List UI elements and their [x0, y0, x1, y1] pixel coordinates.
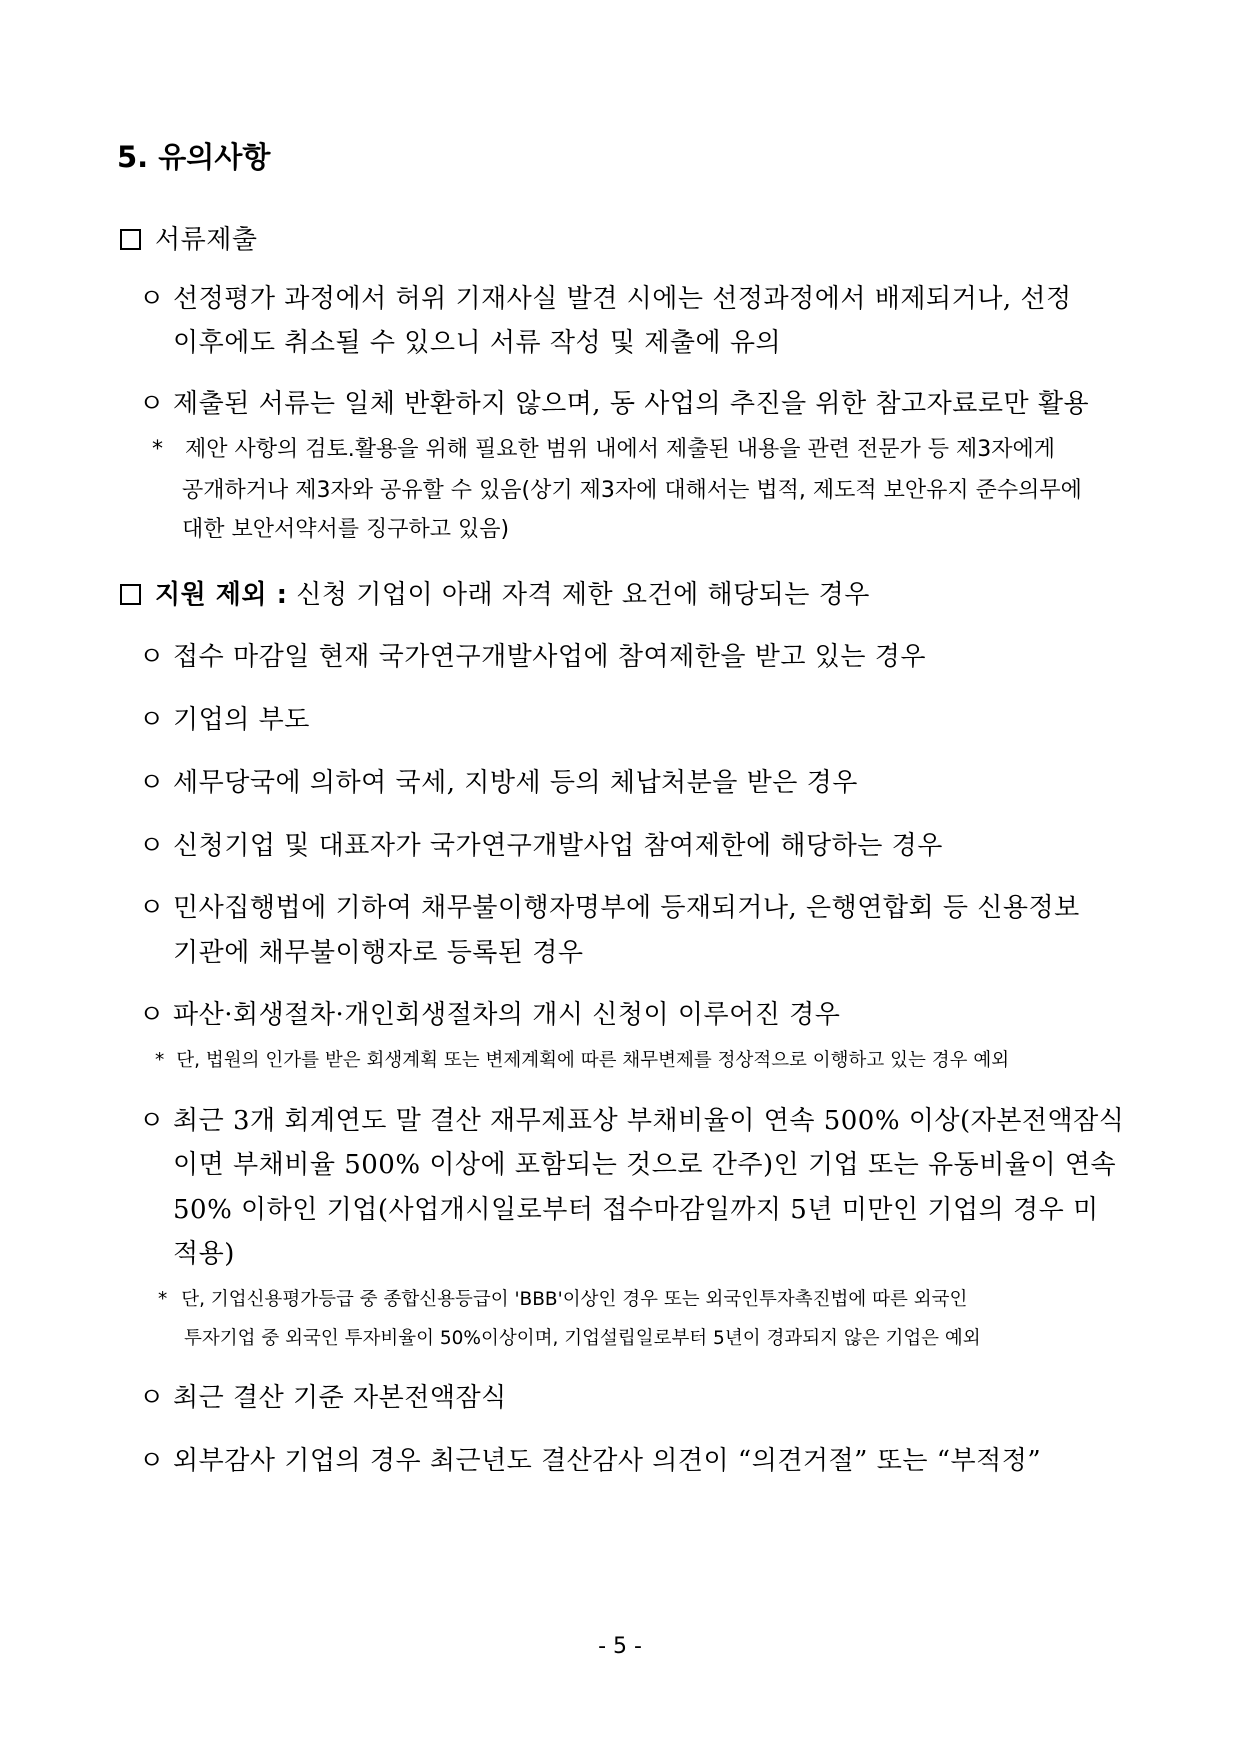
- submission-note-line-1: * 제안 사항의 검토.활용을 위해 필요한 범위 내에서 제출된 내용을 관련 전문가 등 제3자에게: [152, 437, 1055, 462]
- submission-note-line-2: 공개하거나 제3자와 공유할 수 있음(상기 제3자에 대해서는 법적, 제도적 보안유지 준수의무에: [182, 478, 1082, 503]
- exclusion-item-7-line-1: ㅇ 최근 3개 회계연도 말 결산 재무제표상 부채비율이 연속 500% 이상(자본전액잠식: [139, 1106, 1125, 1136]
- section-title: 5. 유의사항: [117, 140, 271, 174]
- circle-bullet-icon: ㅇ: [139, 1106, 165, 1136]
- circle-bullet-icon: ㅇ: [139, 284, 165, 314]
- exclusion-heading-bold: 지원 제외 :: [155, 580, 288, 610]
- exclusion-item-3: ㅇ 세무당국에 의하여 국세, 지방세 등의 체납처분을 받은 경우: [139, 768, 858, 798]
- submission-item-1-line-1: ㅇ 선정평가 과정에서 허위 기재사실 발견 시에는 선정과정에서 배제되거나, 선정: [139, 284, 1072, 314]
- exclusion-item-7-line-3: 50% 이하인 기업(사업개시일로부터 접수마감일까지 5년 미만인 기업의 경우 미: [173, 1195, 1099, 1225]
- circle-bullet-icon: ㅇ: [139, 831, 165, 861]
- exclusion-item-1: ㅇ 접수 마감일 현재 국가연구개발사업에 참여제한을 받고 있는 경우: [139, 642, 926, 672]
- exclusion-item-8: ㅇ 최근 결산 기준 자본전액잠식: [139, 1383, 507, 1413]
- credit-note-line-1: * 단, 기업신용평가등급 중 종합신용등급이 'BBB'이상인 경우 또는 외국인투자촉진법에 따른 외국인: [158, 1289, 968, 1310]
- circle-bullet-icon: ㅇ: [139, 1446, 165, 1476]
- checkbox-square-icon: [120, 229, 141, 250]
- exclusion-item-4: ㅇ 신청기업 및 대표자가 국가연구개발사업 참여제한에 해당하는 경우: [139, 831, 943, 861]
- circle-bullet-icon: ㅇ: [139, 1000, 165, 1030]
- circle-bullet-icon: ㅇ: [139, 1383, 165, 1413]
- exclusion-heading: [120, 582, 870, 608]
- checkbox-square-icon: [120, 584, 141, 605]
- exclusion-item-7-line-2: 이면 부채비율 500% 이상에 포함되는 것으로 간주)인 기업 또는 유동비율이 연속: [173, 1150, 1117, 1180]
- circle-bullet-icon: ㅇ: [139, 705, 165, 735]
- submission-heading-label: 서류제출: [155, 225, 258, 255]
- exclusion-heading-text: 신청 기업이 아래 자격 제한 요건에 해당되는 경우: [296, 580, 870, 610]
- circle-bullet-icon: ㅇ: [139, 642, 165, 672]
- exclusion-item-2: ㅇ 기업의 부도: [139, 705, 310, 735]
- asterisk-mark: *: [155, 1050, 165, 1071]
- circle-bullet-icon: ㅇ: [139, 893, 165, 923]
- circle-bullet-icon: ㅇ: [139, 389, 165, 419]
- credit-note-line-2: 투자기업 중 외국인 투자비율이 50%이상이며, 기업설립일로부터 5년이 경과되지 않은 기업은 예외: [184, 1328, 981, 1349]
- page-number: - 5 -: [598, 1634, 642, 1659]
- exclusion-item-7-line-4: 적용): [173, 1239, 235, 1269]
- asterisk-mark: *: [152, 437, 163, 462]
- bankruptcy-note: * 단, 법원의 인가를 받은 회생계획 또는 변제계획에 따른 채무변제를 정상적으로 이행하고 있는 경우 예외: [155, 1050, 1010, 1071]
- exclusion-item-5-line-1: ㅇ 민사집행법에 기하여 채무불이행자명부에 등재되거나, 은행연합회 등 신용정보: [139, 893, 1080, 923]
- exclusion-item-9: ㅇ 외부감사 기업의 경우 최근년도 결산감사 의견이 “의견거절” 또는 “부적정”: [139, 1446, 1042, 1476]
- submission-note-line-3: 대한 보안서약서를 징구하고 있음): [182, 517, 510, 542]
- submission-item-2-line-1: ㅇ 제출된 서류는 일체 반환하지 않으며, 동 사업의 추진을 위한 참고자료로만 활용: [139, 389, 1090, 419]
- submission-item-1-line-2: 이후에도 취소될 수 있으니 서류 작성 및 제출에 유의: [173, 328, 782, 358]
- asterisk-mark: *: [158, 1289, 168, 1310]
- circle-bullet-icon: ㅇ: [139, 768, 165, 798]
- exclusion-item-6: ㅇ 파산·회생절차·개인회생절차의 개시 신청이 이루어진 경우: [139, 1000, 841, 1030]
- exclusion-item-5-line-2: 기관에 채무불이행자로 등록된 경우: [173, 938, 584, 968]
- submission-heading: [120, 227, 257, 253]
